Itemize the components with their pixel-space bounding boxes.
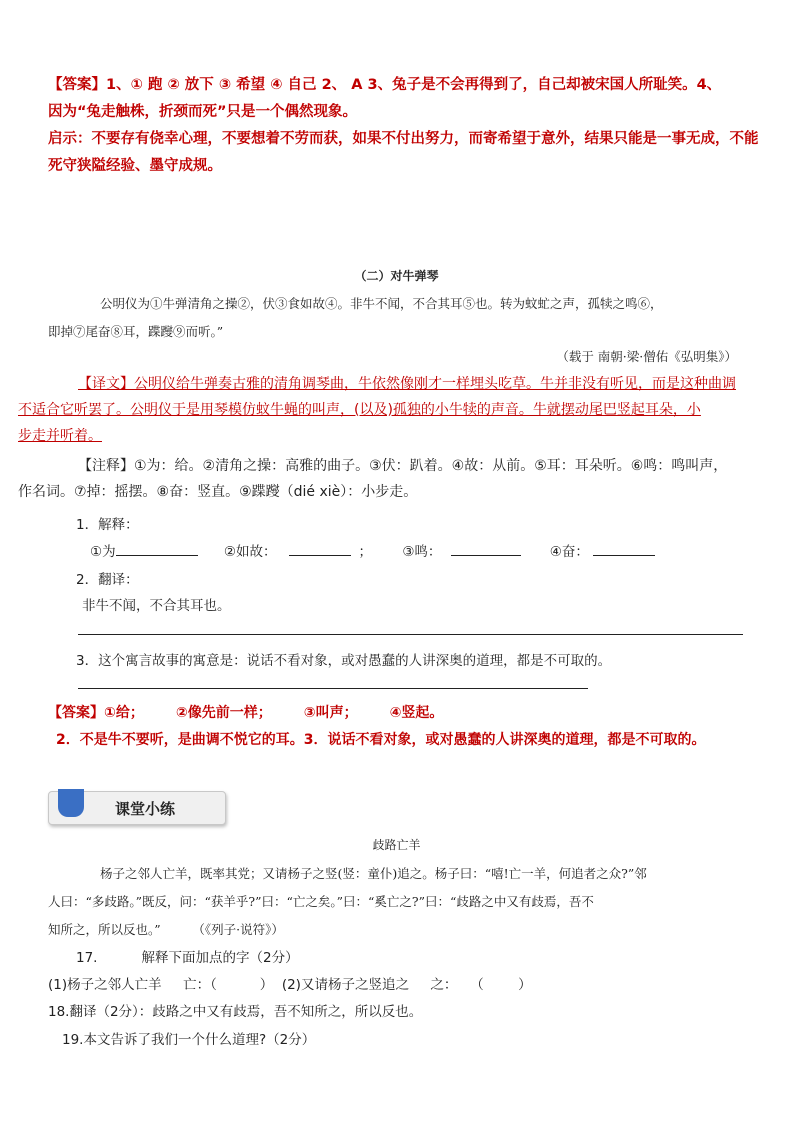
classical-text-3 — [48, 860, 748, 944]
question-17 — [76, 946, 299, 966]
question-17-number: 17. — [76, 950, 98, 966]
section-banner-class-practice — [48, 791, 226, 825]
q1-item-b-label: ②如故： — [223, 544, 277, 560]
answer-line-q3[interactable] — [78, 688, 588, 689]
question-2-label: 2．翻译： — [76, 572, 139, 588]
q1-item-a-label: ①为 — [90, 544, 116, 560]
classical-text-3-line-3: 知所之，所以反也。” （《列子·说符》） — [48, 922, 284, 937]
q1-item-d-blank[interactable] — [593, 541, 655, 556]
answer-2-line-2: 2．不是牛不要听，是曲调不悦它的耳。3．说话不看对象，或对愚蠢的人讲深奥的道理，都是不可取的。 — [56, 732, 706, 748]
classical-text-3-line-1: 杨子之邻人亡羊，既率其党；又请杨子之竖(竖：童仆)追之。杨子曰：“嘻!亡一羊，何追者之众?”邻 — [100, 866, 647, 881]
answer-line-q2[interactable] — [78, 634, 743, 635]
q1-item-d-label: ④奋： — [549, 544, 589, 560]
question-18: 18.翻译（2分）：歧路之中又有歧焉，吾不知所之，所以反也。 — [48, 1004, 423, 1020]
banner-label: 课堂小练 — [115, 800, 176, 818]
translation-line-2: 不适合它听罢了。公明仪于是用琴模仿蚊牛蝇的叫声，(以及)孤独的小牛犊的声音。牛就摆动尾巴竖起耳朵，小 — [18, 402, 701, 418]
classical-text-2 — [48, 290, 748, 346]
answer-1-line-2: 因为“兔走触株，折颈而死”只是一个偶然现象。 — [48, 104, 358, 120]
question-19: 19.本文告诉了我们一个什么道理?（2分） — [62, 1032, 316, 1048]
q1-item-c-label: ③鸣： — [402, 544, 442, 560]
answer-2-item-c: ③叫声； — [303, 705, 358, 721]
q1-item-b-end: ； — [358, 544, 373, 560]
question-1-items — [90, 540, 770, 560]
question-1-label: 1．解释： — [76, 517, 139, 533]
classical-text-2-line-1: 公明仪为①牛弹清角之操②，伏③食如故④。非牛不闻，不合其耳⑤也。转为蚊虻之声，孤犊之鸣⑥， — [100, 296, 663, 311]
q1-item-b-blank[interactable] — [289, 541, 351, 556]
source-citation-2: （载于 南朝·梁·僧佑《弘明集》） — [556, 349, 737, 364]
answer-2-line-1 — [48, 702, 443, 722]
translation-block — [18, 371, 748, 449]
notes-line-2: 作名词。⑦掉：摇摆。⑧奋：竖直。⑨蹀躞（dié xiè）：小步走。 — [18, 484, 418, 500]
answer-1-line-3: 启示：不要存有侥幸心理，不要想着不劳而获，如果不付出努力，而寄希望于意外，结果只能是一事无成，不能 — [48, 131, 759, 147]
translation-line-3: 步走并听着。 — [18, 428, 102, 444]
section-3-title: 歧路亡羊 — [372, 838, 421, 852]
classical-text-2-line-2: 即掉⑦尾奋⑧耳，蹀躞⑨而听。” — [48, 324, 224, 339]
notes-block — [18, 453, 753, 505]
answer-1-line-4: 死守狭隘经验、墨守成规。 — [48, 158, 222, 174]
classical-text-3-line-2: 人曰：“多歧路。”既反，问：“获羊乎?”曰：“亡之矣。”曰：“奚亡之?”曰：“歧路之中又有歧焉，吾不 — [48, 894, 594, 909]
answer-block-1 — [48, 72, 763, 180]
question-17-items: (1)杨子之邻人亡羊 亡：（ ） (2)又请杨子之竖追之 之： （ ） — [48, 977, 532, 993]
banner-bookmark-icon — [58, 789, 84, 817]
q1-item-c-blank[interactable] — [451, 541, 521, 556]
answer-1-line-1: 【答案】1、① 跑 ② 放下 ③ 希望 ④ 自己 2、 A 3、兔子是不会再得到了，自己却被宋国人所耻笑。4、 — [48, 77, 722, 93]
question-17-text: 解释下面加点的字（2分） — [141, 950, 299, 966]
question-2-text: 非牛不闻，不合其耳也。 — [82, 598, 231, 614]
answer-2-item-a: 【答案】①给； — [48, 705, 144, 721]
notes-line-1: 【注释】①为：给。②清角之操：高雅的曲子。③伏：趴着。④故：从前。⑤耳：耳朵听。⑥鸣：鸣叫声， — [78, 458, 728, 474]
section-2-title: （二）对牛弹琴 — [354, 269, 439, 283]
question-3-text: 3．这个寓言故事的寓意是：说话不看对象，或对愚蠢的人讲深奥的道理，都是不可取的。 — [76, 653, 612, 669]
answer-2-item-b: ②像先前一样； — [175, 705, 272, 721]
q1-item-a-blank[interactable] — [116, 541, 198, 556]
translation-line-1: 【译文】公明仪给牛弹奏古雅的清角调琴曲，牛依然像刚才一样埋头吃草。牛并非没有听见，而是这种曲调 — [78, 376, 736, 392]
answer-2-item-d: ④竖起。 — [389, 705, 444, 721]
